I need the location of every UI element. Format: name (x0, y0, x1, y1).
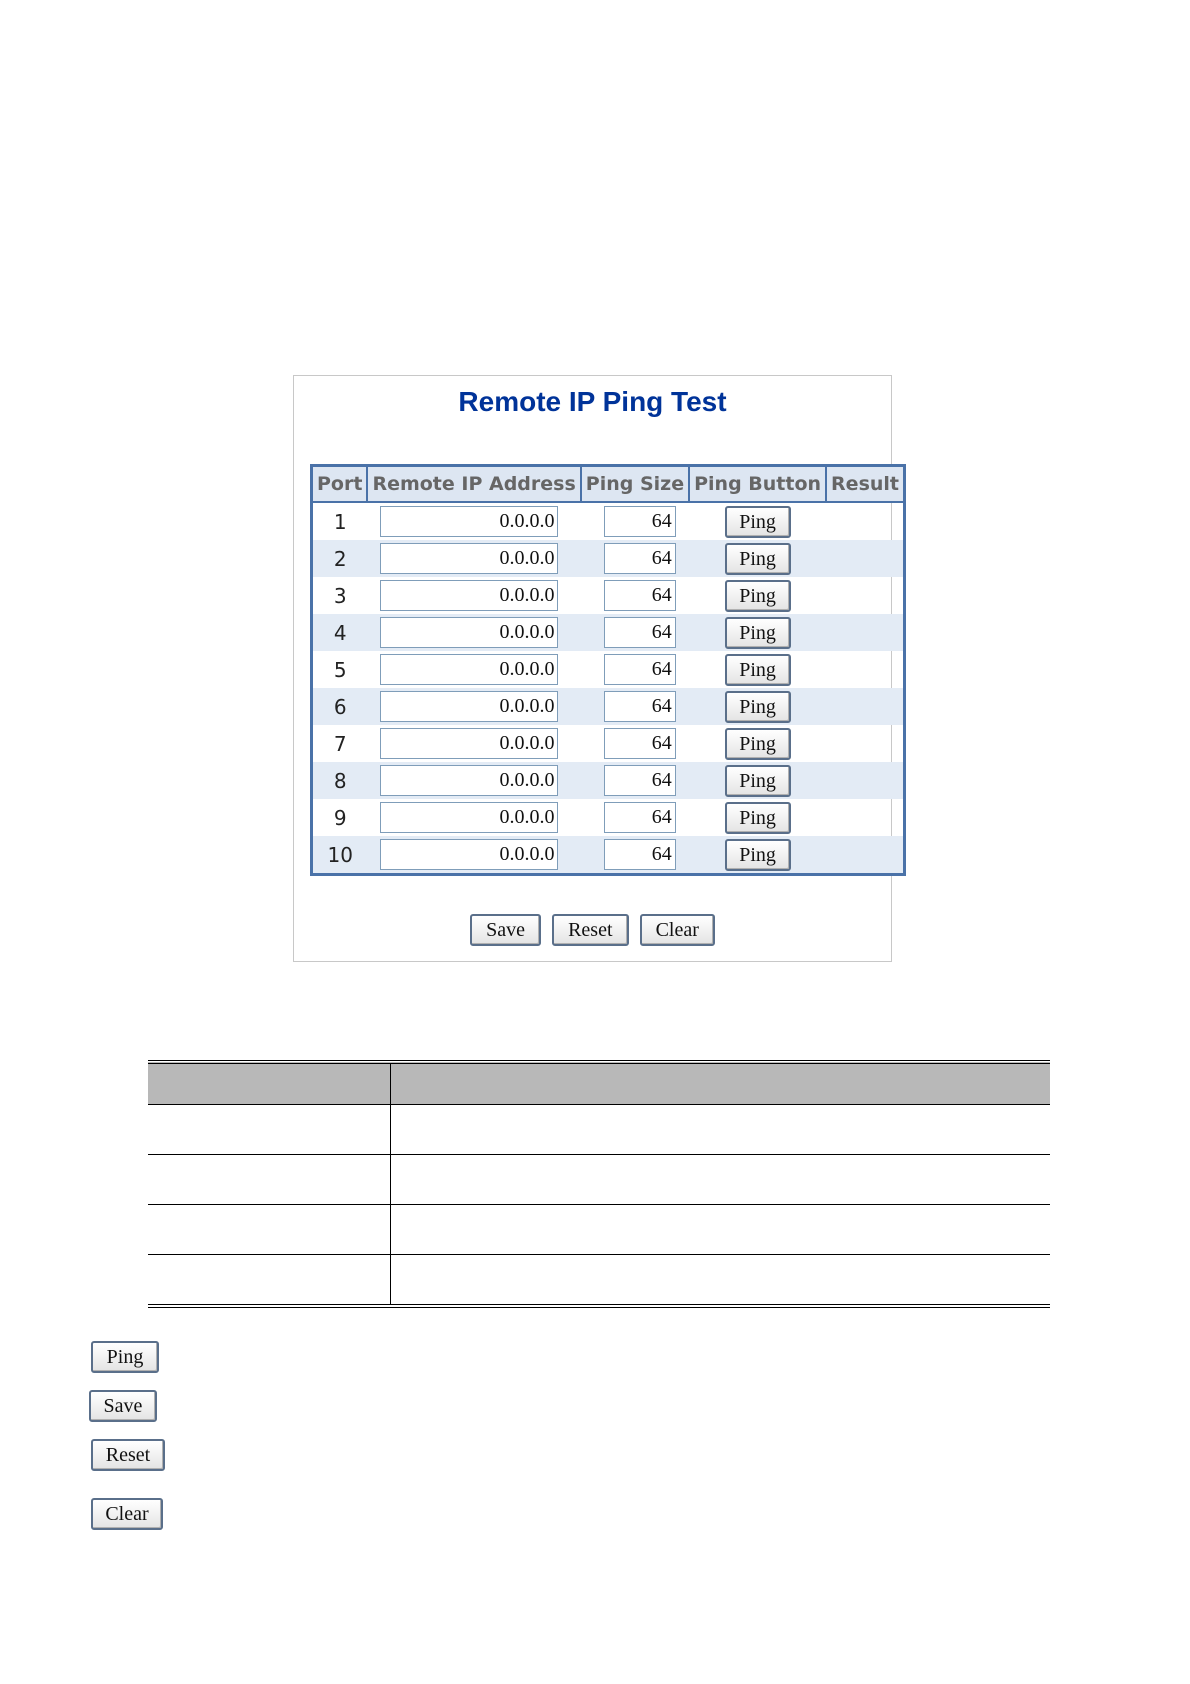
description-row (148, 1155, 1050, 1205)
ping-size-input[interactable]: 64 (604, 691, 676, 722)
ping-size-input[interactable]: 64 (604, 543, 676, 574)
remote-ip-input[interactable]: 0.0.0.0 (380, 617, 558, 648)
remote-ip-ping-panel (293, 375, 899, 962)
description-row (148, 1105, 1050, 1155)
port-cell: 8 (312, 762, 368, 799)
remote-ip-input[interactable]: 0.0.0.0 (380, 765, 558, 796)
reset-button[interactable]: Reset (552, 914, 628, 946)
ping-button[interactable]: Ping (725, 765, 791, 797)
ping-size-input[interactable]: 64 (604, 617, 676, 648)
port-cell: 10 (312, 836, 368, 875)
table-row (312, 540, 905, 577)
form-button-bar (294, 914, 891, 946)
column-header-ping-button: Ping Button (689, 466, 826, 503)
ping-button-legend[interactable]: Ping (91, 1341, 159, 1373)
ping-table (310, 464, 906, 876)
result-cell (826, 836, 904, 875)
result-cell (826, 502, 904, 540)
column-header-remote-ip: Remote IP Address (367, 466, 580, 503)
description-row (148, 1205, 1050, 1255)
ping-size-input[interactable]: 64 (604, 728, 676, 759)
result-cell (826, 651, 904, 688)
table-row (312, 577, 905, 614)
result-cell (826, 577, 904, 614)
result-cell (826, 725, 904, 762)
clear-button-legend[interactable]: Clear (91, 1498, 163, 1530)
ping-size-input[interactable]: 64 (604, 580, 676, 611)
result-cell (826, 540, 904, 577)
ping-size-input[interactable]: 64 (604, 765, 676, 796)
port-cell: 2 (312, 540, 368, 577)
ping-button[interactable]: Ping (725, 617, 791, 649)
remote-ip-input[interactable]: 0.0.0.0 (380, 802, 558, 833)
save-button[interactable]: Save (470, 914, 541, 946)
page-title: Remote IP Ping Test (458, 386, 727, 417)
description-table (148, 1060, 1050, 1308)
port-cell: 4 (312, 614, 368, 651)
column-header-port: Port (312, 466, 368, 503)
ping-size-input[interactable]: 64 (604, 802, 676, 833)
port-cell: 7 (333, 731, 347, 756)
ping-button[interactable]: Ping (725, 654, 791, 686)
description-header-description (391, 1062, 1051, 1105)
port-cell: 1 (333, 509, 347, 534)
ping-button[interactable]: Ping (725, 543, 791, 575)
table-row (312, 651, 905, 688)
description-row (148, 1255, 1050, 1307)
remote-ip-input[interactable]: 0.0.0.0 (380, 691, 558, 722)
description-header-row (148, 1062, 1050, 1105)
ping-size-input[interactable]: 64 (604, 839, 676, 870)
ping-button[interactable]: Ping (725, 802, 791, 834)
table-row (312, 614, 905, 651)
description-header-object (148, 1062, 391, 1105)
column-header-ping-size: Ping Size (581, 466, 689, 503)
result-cell (826, 762, 904, 799)
result-cell (826, 614, 904, 651)
table-row (312, 762, 905, 799)
ping-button[interactable]: Ping (725, 580, 791, 612)
table-row (312, 799, 905, 836)
remote-ip-input[interactable]: 0.0.0.0 (380, 543, 558, 574)
remote-ip-input[interactable]: 0.0.0.0 (380, 654, 558, 685)
column-header-result: Result (826, 466, 904, 503)
result-cell (826, 799, 904, 836)
ping-button[interactable]: Ping (725, 839, 791, 871)
result-cell (826, 688, 904, 725)
table-row (312, 725, 905, 762)
table-row (312, 502, 905, 540)
remote-ip-input[interactable]: 0.0.0.0 (380, 728, 558, 759)
ping-button[interactable]: Ping (725, 728, 791, 760)
ping-button[interactable]: Ping (725, 691, 791, 723)
remote-ip-input[interactable]: 0.0.0.0 (380, 506, 558, 537)
reset-button-legend[interactable]: Reset (91, 1439, 165, 1471)
port-cell: 5 (333, 657, 347, 682)
table-row (312, 688, 905, 725)
ping-button[interactable]: Ping (725, 506, 791, 538)
table-header-row (312, 466, 905, 503)
save-button-legend[interactable]: Save (89, 1390, 157, 1422)
clear-button[interactable]: Clear (640, 914, 715, 946)
port-cell: 6 (312, 688, 368, 725)
port-cell: 3 (333, 583, 347, 608)
ping-size-input[interactable]: 64 (604, 654, 676, 685)
table-row (312, 836, 905, 875)
remote-ip-input[interactable]: 0.0.0.0 (380, 839, 558, 870)
remote-ip-input[interactable]: 0.0.0.0 (380, 580, 558, 611)
port-cell: 9 (333, 805, 347, 830)
ping-size-input[interactable]: 64 (604, 506, 676, 537)
